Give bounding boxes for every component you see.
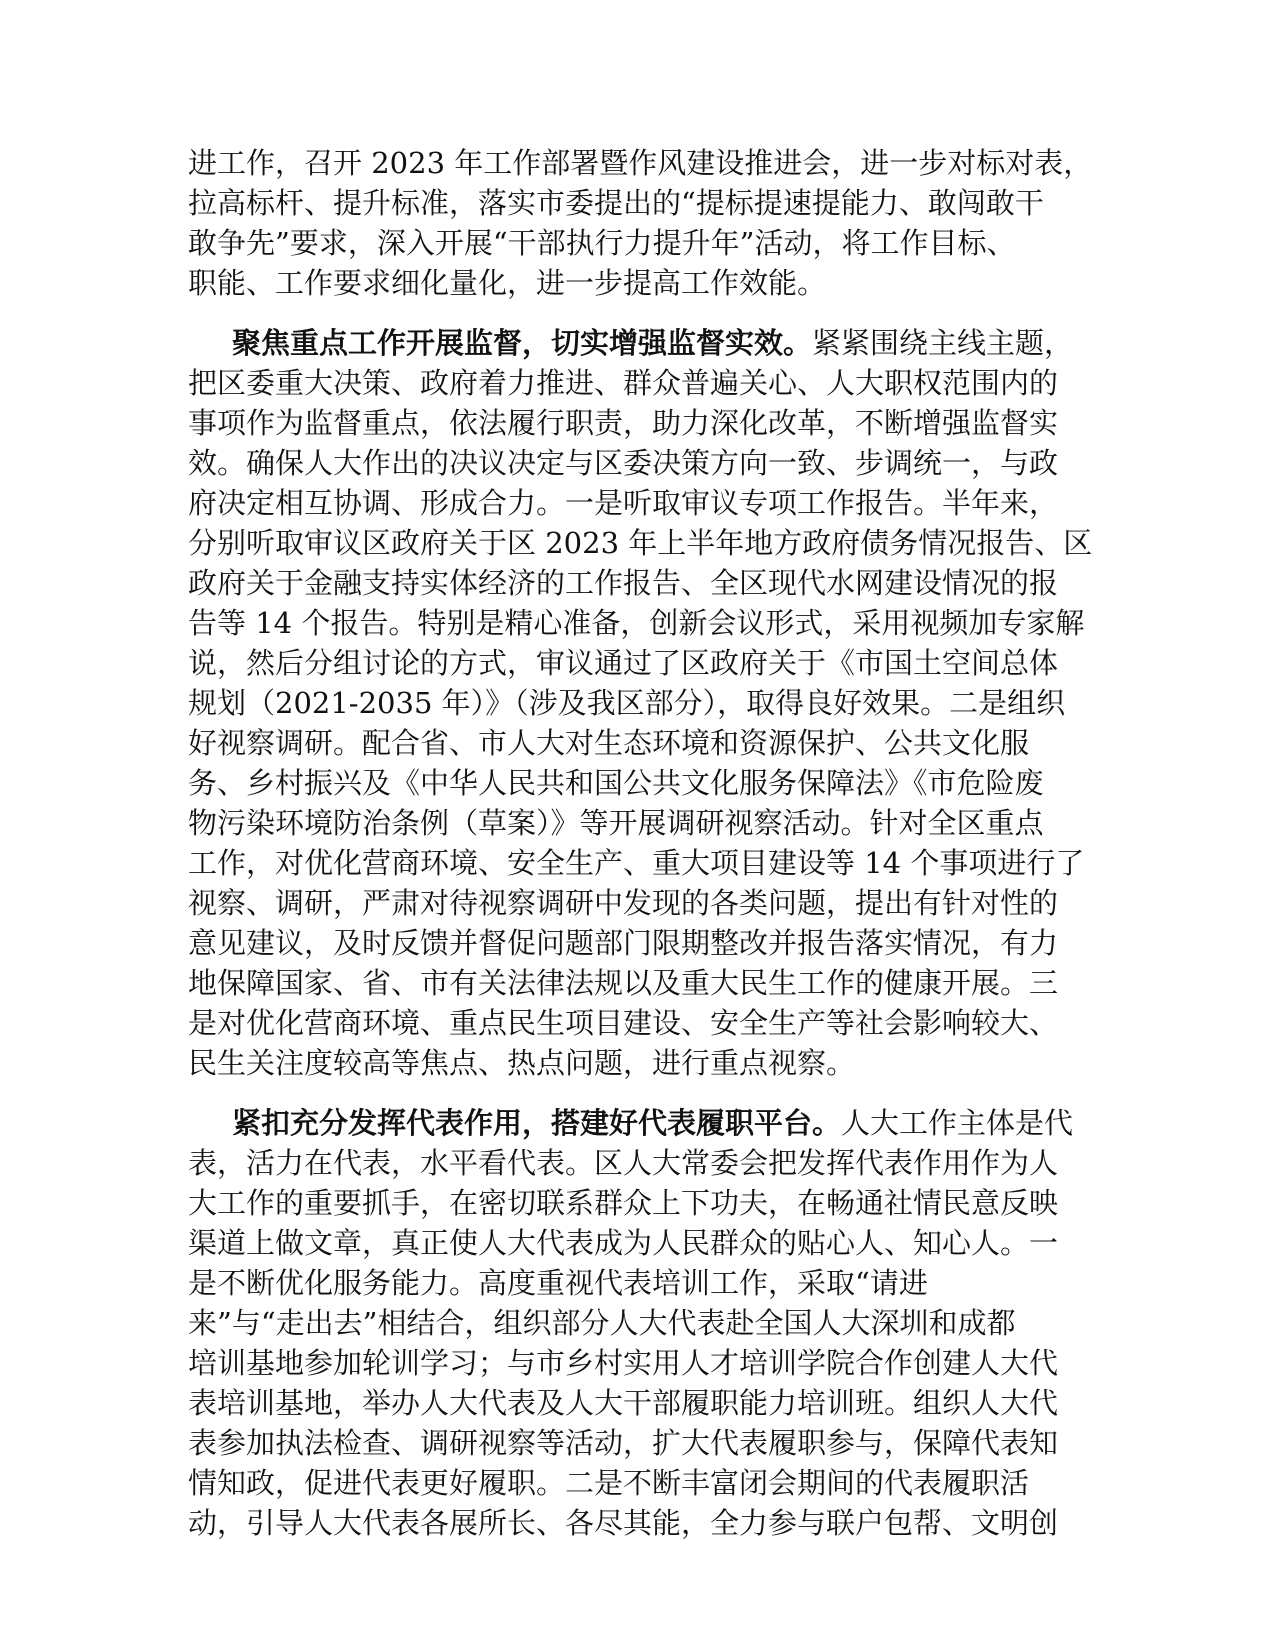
text-line: 把区委重大决策、政府着力推进、群众普遍关心、人大职权范围内的	[188, 366, 1059, 400]
text-line: 效。确保人大作出的决议决定与区委决策方向一致、步调统一，与政	[188, 446, 1059, 480]
paragraph-heading: 紧扣充分发挥代表作用，搭建好代表履职平台。	[232, 1106, 842, 1140]
text-line: 职能、工作要求细化量化，进一步提高工作效能。	[188, 266, 827, 300]
text-line: 政府关于金融支持实体经济的工作报告、全区现代水网建设情况的报	[188, 566, 1059, 600]
text-line: 大工作的重要抓手，在密切联系群众上下功夫，在畅通社情民意反映	[188, 1186, 1059, 1220]
paragraph-text: 人大工作主体是代	[841, 1106, 1074, 1140]
text-line: 意见建议，及时反馈并督促问题部门限期整改并报告落实情况，有力	[188, 926, 1059, 960]
paragraph-heading: 聚焦重点工作开展监督，切实增强监督实效。	[232, 326, 813, 360]
text-line: 民生关注度较高等焦点、热点问题，进行重点视察。	[188, 1046, 856, 1080]
text-line: 是对优化营商环境、重点民生项目建设、安全生产等社会影响较大、	[188, 1006, 1059, 1040]
paragraph-first-line	[232, 1103, 1073, 1143]
text-line: 地保障国家、省、市有关法律法规以及重大民生工作的健康开展。三	[188, 966, 1059, 1000]
text-line: 情知政，促进代表更好履职。二是不断丰富闭会期间的代表履职活	[188, 1466, 1030, 1500]
text-line: 说，然后分组讨论的方式，审议通过了区政府关于《市国土空间总体	[188, 646, 1059, 680]
text-line: 物污染环境防治条例（草案）》等开展调研视察活动。针对全区重点	[188, 806, 1044, 840]
paragraph-text: 紧紧围绕主线主题，	[812, 326, 1074, 360]
text-line: 表参加执法检查、调研视察等活动，扩大代表履职参与，保障代表知	[188, 1426, 1059, 1460]
text-line: 务、乡村振兴及《中华人民共和国公共文化服务保障法》《市危险废	[188, 766, 1044, 800]
text-line: 视察、调研，严肃对待视察调研中发现的各类问题，提出有针对性的	[188, 886, 1059, 920]
text-line: 事项作为监督重点，依法履行职责，助力深化改革，不断增强监督实	[188, 406, 1059, 440]
text-line: 好视察调研。配合省、市人大对生态环境和资源保护、公共文化服	[188, 726, 1030, 760]
text-line: 规划（2021-2035 年）》（涉及我区部分），取得良好效果。二是组织	[188, 686, 1066, 720]
text-line: 动，引导人大代表各展所长、各尽其能，全力参与联户包帮、文明创	[188, 1506, 1059, 1540]
text-line: 培训基地参加轮训学习；与市乡村实用人才培训学院合作创建人大代	[188, 1346, 1059, 1380]
text-line: 渠道上做文章，真正使人大代表成为人民群众的贴心人、知心人。一	[188, 1226, 1059, 1260]
text-line: 进工作，召开 2023 年工作部署暨作风建设推进会，进一步对标对表，	[188, 146, 1093, 180]
text-line: 敢争先”要求，深入开展“干部执行力提升年”活动，将工作目标、	[188, 226, 1016, 260]
text-line: 来”与“走出去”相结合，组织部分人大代表赴全国人大深圳和成都	[188, 1306, 1016, 1340]
text-line: 分别听取审议区政府关于区 2023 年上半年地方政府债务情况报告、区	[188, 526, 1093, 560]
text-line: 是不断优化服务能力。高度重视代表培训工作，采取“请进	[188, 1266, 928, 1300]
text-line: 表，活力在代表，水平看代表。区人大常委会把发挥代表作用作为人	[188, 1146, 1059, 1180]
text-line: 府决定相互协调、形成合力。一是听取审议专项工作报告。半年来，	[188, 486, 1059, 520]
text-line: 表培训基地，举办人大代表及人大干部履职能力培训班。组织人大代	[188, 1386, 1059, 1420]
text-line: 工作，对优化营商环境、安全生产、重大项目建设等 14 个事项进行了	[188, 846, 1085, 880]
paragraph-first-line	[232, 323, 1073, 363]
text-line: 告等 14 个报告。特别是精心准备，创新会议形式，采用视频加专家解	[188, 606, 1085, 640]
text-line: 拉高标杆、提升标准，落实市委提出的“提标提速提能力、敢闯敢干	[188, 186, 1044, 220]
